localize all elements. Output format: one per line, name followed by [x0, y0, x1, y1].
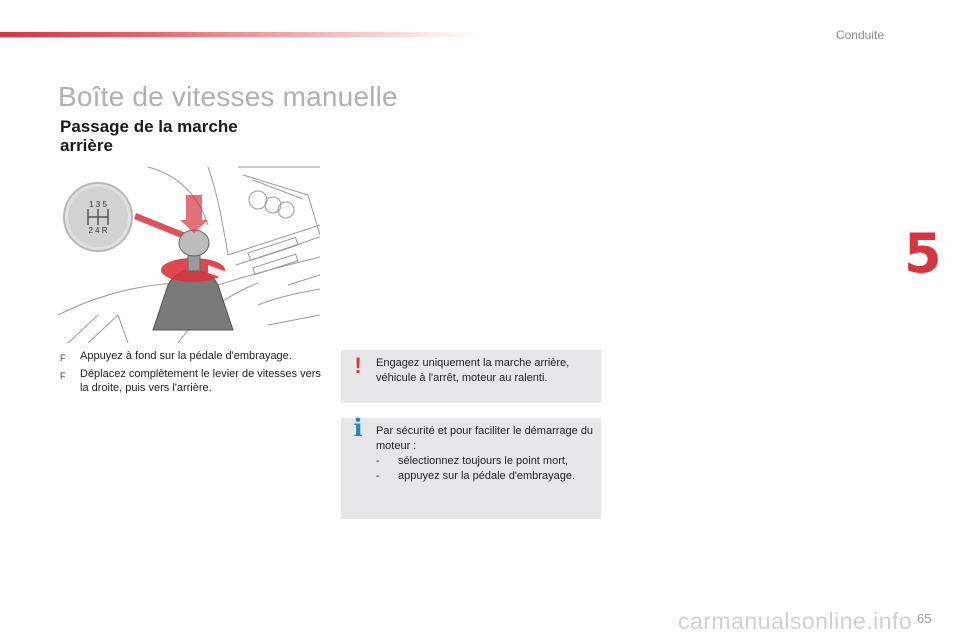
watermark: carmanualsonline.info [678, 608, 913, 634]
page-number: 65 [917, 611, 932, 626]
info-icon: i [353, 413, 363, 442]
instruction-item [60, 349, 330, 366]
instruction-item [60, 367, 330, 396]
exclamation-icon: ! [354, 353, 362, 378]
warning-text: Engagez uniquement la marche arrière, véhicule à l'arrêt, moteur au ralenti. [376, 357, 570, 384]
instruction-text: Déplacez complètement le levier de vitesses vers la droite, puis vers l'arrière. [80, 367, 321, 394]
section-subtitle [60, 117, 320, 155]
bullet-icon: F [60, 370, 66, 381]
instruction-text: Appuyez à fond sur la pédale d'embrayage. [80, 350, 292, 362]
info-content [376, 424, 596, 484]
section-label: Conduite [835, 28, 885, 42]
dash-marker: - [376, 470, 380, 482]
info-note [341, 413, 601, 519]
warning-note [341, 350, 601, 403]
instruction-list [60, 349, 330, 397]
info-item-text: sélectionnez toujours le point mort, [398, 455, 568, 467]
page-title: Boîte de vitesses manuelle [58, 80, 398, 112]
bullet-icon: F [60, 353, 66, 363]
header-accent-bar [0, 32, 480, 37]
gear-pattern-top: 1 3 5 [89, 200, 107, 209]
subtitle-line-2: arrière [60, 136, 113, 155]
info-list-item [376, 469, 596, 484]
dash-marker: - [376, 455, 380, 467]
info-list-item [376, 454, 596, 469]
subtitle-line-1: Passage de la marche [60, 117, 238, 136]
gear-pattern-bottom: 2 4 R [88, 226, 108, 235]
info-item-text: appuyez sur la pédale d'embrayage. [398, 470, 575, 482]
info-intro: Par sécurité et pour faciliter le démarrage du moteur : [376, 425, 594, 452]
gear-lever-illustration [58, 165, 320, 343]
chapter-number: 5 [904, 222, 942, 285]
